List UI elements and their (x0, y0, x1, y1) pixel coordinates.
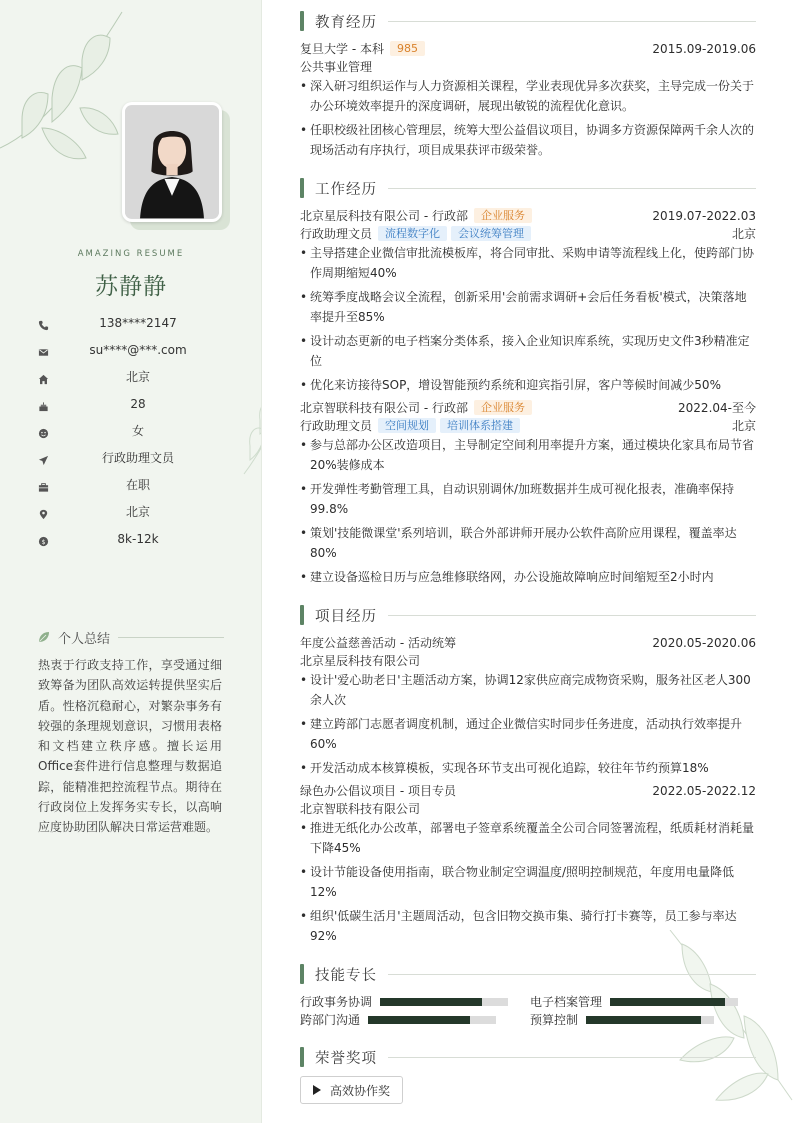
section-title: 工作经历 (315, 181, 377, 198)
project-org-row (300, 800, 756, 818)
job-role-row (300, 225, 756, 243)
skill-bar (586, 1016, 714, 1024)
svg-text:$: $ (40, 537, 46, 546)
candidate-name: 苏静静 (95, 274, 167, 300)
award-label: 高效协作奖 (330, 1083, 391, 1098)
industry-tag: 企业服务 (474, 400, 532, 415)
list-item: • 统筹季度战略会议全流程，创新采用'会前需求调研+会后任务看板'模式，决策落地率提升至85% (300, 287, 756, 327)
skill-label: 预算控制 (530, 1013, 579, 1027)
skill-item (300, 994, 508, 1010)
summary-title: 个人总结 (58, 631, 111, 647)
list-item: • 任职校级社团核心管理层，统筹大型公益倡议项目，协调多方资源保障两千余人次的现场活动有序执行，项目成果获评市级荣誉。 (300, 120, 756, 160)
skill-item (530, 994, 738, 1010)
skill-label: 电子档案管理 (530, 995, 603, 1009)
list-item: • 设计动态更新的电子档案分类体系，接入企业知识库系统，实现历史文件3秒精准定位 (300, 331, 756, 371)
mail-icon (36, 345, 50, 359)
section-title: 教育经历 (315, 14, 377, 31)
list-item: • 推进无纸化办公改革，部署电子签章系统覆盖全公司合同签署流程，纸质耗材消耗量下降45% (300, 818, 756, 858)
leaf-decoration-icon (238, 370, 262, 480)
cake-icon (36, 399, 50, 413)
brand-label: AMAZING RESUME (77, 249, 185, 259)
education-row (300, 40, 756, 58)
list-item: • 组织'低碳生活月'主题周活动，包含旧物交换市集、骑行打卡赛等，员工参与率达92% (300, 906, 756, 946)
salary-icon (36, 534, 50, 548)
honors-header (300, 1047, 756, 1067)
leaf-icon (38, 631, 50, 643)
job-period: 2019.07-2022.03 (652, 209, 756, 223)
info-position: 行政助理文员 (36, 447, 226, 474)
list-item: • 开发弹性考勤管理工具，自动识别调休/加班数据并生成可视化报表，准确率保持99.8% (300, 479, 756, 519)
skill-tag: 会议统筹管理 (451, 226, 531, 241)
play-icon (313, 1085, 321, 1095)
list-item: • 参与总部办公区改造项目，主导制定空间利用率提升方案，通过模块化家具布局节省20%装修成本 (300, 435, 756, 475)
skill-item (530, 1012, 714, 1028)
school-name: 复旦大学 - 本科 (300, 42, 384, 56)
education-major-row (300, 58, 756, 76)
job-row (300, 399, 756, 417)
work-header (300, 178, 756, 198)
job-city: 北京 (731, 419, 756, 433)
skill-bar (610, 998, 738, 1006)
send-icon (36, 453, 50, 467)
leaf-decoration-icon (0, 10, 130, 170)
summary-header (38, 628, 224, 646)
sidebar (0, 0, 262, 1123)
job-row (300, 207, 756, 225)
skill-tag: 流程数字化 (378, 226, 447, 241)
job-city: 北京 (731, 227, 756, 241)
industry-tag: 企业服务 (474, 208, 532, 223)
list-item: • 建立设备巡检日历与应急维修联络网，办公设施故障响应时间缩短至2小时内 (300, 567, 756, 587)
skill-bar-fill (586, 1016, 701, 1024)
list-item: • 建立跨部门志愿者调度机制，通过企业微信实时同步任务进度，活动执行效率提升60% (300, 714, 756, 754)
skill-label: 行政事务协调 (300, 995, 373, 1009)
skill-item (300, 1012, 496, 1028)
skill-tag: 空间规划 (378, 418, 436, 433)
info-location: 北京 (36, 501, 226, 528)
portrait-icon (125, 105, 219, 219)
skill-bar-fill (380, 998, 482, 1006)
section-title: 技能专长 (315, 967, 377, 984)
education-header (300, 11, 756, 31)
project-period: 2022.05-2022.12 (652, 784, 756, 798)
job-role: 行政助理文员 (300, 227, 373, 241)
avatar (122, 102, 222, 222)
list-item: • 策划'技能微课堂'系列培训，联合外部讲师开展办公软件高阶应用课程，覆盖率达80% (300, 523, 756, 563)
info-phone: 138****2147 (36, 312, 226, 339)
school-tag: 985 (390, 41, 425, 56)
company-name: 北京星辰科技有限公司 - 行政部 (300, 209, 468, 223)
project-name: 年度公益慈善活动 - 活动统筹 (300, 636, 456, 650)
summary-text: 热衷于行政支持工作，享受通过细致筹备为团队高效运转提供坚实后盾。性格沉稳耐心，对繁杂事务有较强的条理规划意识，习惯用表格和文档建立秩序感。擅长运用Office套件进行信息整理与数据追踪，能精准把控流程节点。期待在行政岗位上发挥务实专长，以高响应度协助团队解决日常运营难题。 (38, 658, 222, 835)
major: 公共事业管理 (300, 60, 373, 74)
project-row (300, 782, 756, 800)
projects-header (300, 605, 756, 625)
project-row (300, 634, 756, 652)
info-email: su****@***.com (36, 339, 226, 366)
list-item: • 设计'爱心助老日'主题活动方案，协调12家供应商完成物资采购，服务社区老人300余人次 (300, 670, 756, 710)
info-salary: $ 8k-12k (36, 528, 226, 555)
list-item: • 开发活动成本核算模板，实现各环节支出可视化追踪，较往年节约预算18% (300, 758, 756, 778)
skill-bar-fill (610, 998, 725, 1006)
section-title: 荣誉奖项 (315, 1050, 377, 1067)
education-period: 2015.09-2019.06 (652, 42, 756, 56)
skills-header (300, 964, 756, 984)
info-status: 在职 (36, 474, 226, 501)
skill-bar (368, 1016, 496, 1024)
section-title: 项目经历 (315, 608, 377, 625)
list-item: • 设计节能设备使用指南，联合物业制定空调温度/照明控制规范，年度用电量降低12% (300, 862, 756, 902)
project-name: 绿色办公倡议项目 - 项目专员 (300, 784, 456, 798)
project-org-row (300, 652, 756, 670)
skill-bar-fill (368, 1016, 470, 1024)
project-org: 北京星辰科技有限公司 (300, 654, 421, 668)
phone-icon (36, 318, 50, 332)
info-age: 28 (36, 393, 226, 420)
company-name: 北京智联科技有限公司 - 行政部 (300, 401, 468, 415)
list-item: • 优化来访接待SOP，增设智能预约系统和迎宾指引屏，客户等候时间减少50% (300, 375, 756, 395)
skill-tag: 培训体系搭建 (440, 418, 520, 433)
contact-info (36, 312, 226, 555)
job-role: 行政助理文员 (300, 419, 373, 433)
list-item: • 主导搭建企业微信审批流模板库，将合同审批、采购申请等流程线上化，使跨部门协作周期缩短40% (300, 243, 756, 283)
job-period: 2022.04-至今 (678, 401, 756, 415)
award-badge (300, 1076, 403, 1104)
skill-bar (380, 998, 508, 1006)
location-pin-icon (36, 507, 50, 521)
project-org: 北京智联科技有限公司 (300, 802, 421, 816)
list-item: • 深入研习组织运作与人力资源相关课程，学业表现优异多次获奖，主导完成一份关于办公环境效率提升的深度调研，展现出敏锐的流程优化意识。 (300, 76, 756, 116)
project-period: 2020.05-2020.06 (652, 636, 756, 650)
job-role-row (300, 417, 756, 435)
info-gender: 女 (36, 420, 226, 447)
briefcase-icon (36, 480, 50, 494)
home-icon (36, 372, 50, 386)
info-home: 北京 (36, 366, 226, 393)
gender-icon (36, 426, 50, 440)
skill-label: 跨部门沟通 (300, 1013, 361, 1027)
